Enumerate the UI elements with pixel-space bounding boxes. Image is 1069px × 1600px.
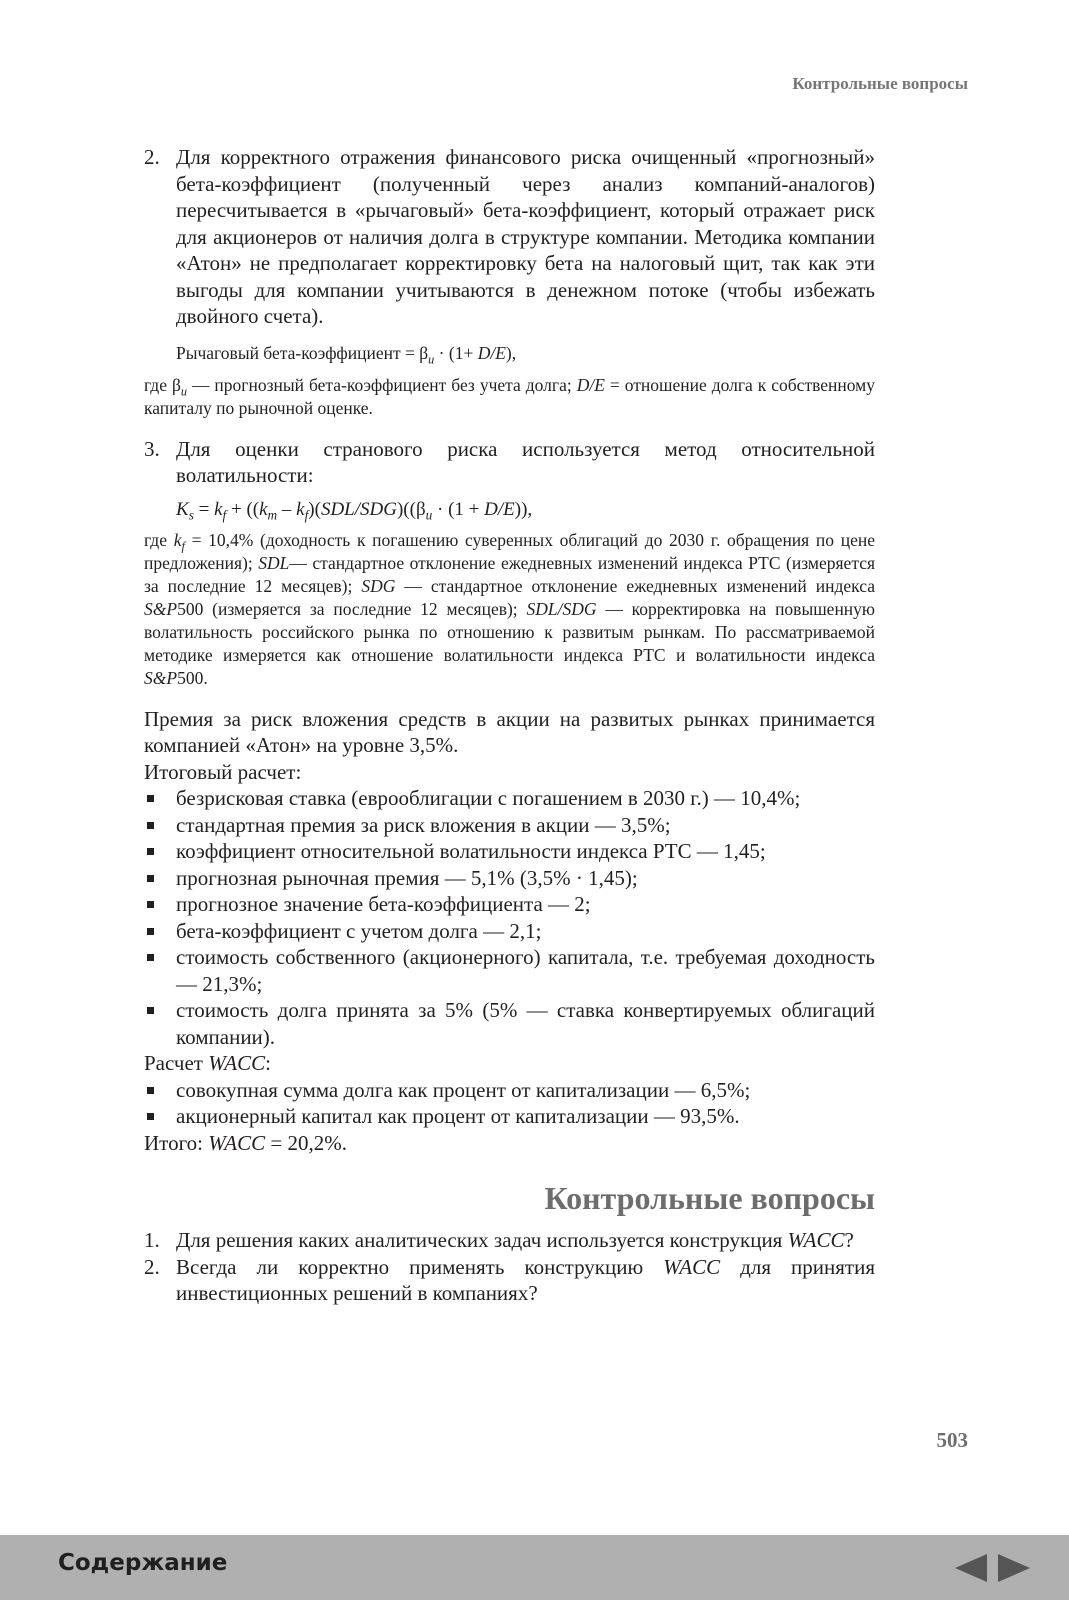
- n-t1: где: [144, 529, 174, 550]
- premium-paragraph: Премия за риск вложения средств в акции на развитых рынках принимается компанией «Атон» на уровне 3,5%.: [144, 706, 875, 757]
- list-item: коэффициент относительной волатильности индекса РТС — 1,45;: [144, 838, 875, 865]
- total-term: WACC: [208, 1130, 266, 1155]
- formula-cost-of-equity: [144, 498, 875, 521]
- n-sdg: SDG: [361, 575, 396, 596]
- list-item: стоимость долга принята за 5% (5% — ставка конвертируемых облигаций компании).: [144, 997, 875, 1050]
- triangle-right-icon: [996, 1553, 1032, 1583]
- total-suffix: = 20,2%.: [265, 1130, 347, 1155]
- formula-de: D/E: [477, 342, 506, 363]
- page-content: [144, 144, 875, 1307]
- numbered-item-2: [144, 144, 875, 330]
- wacc-total: [144, 1130, 875, 1157]
- n-t4: — стандартное отклонение ежедневных изменений индекса: [395, 575, 875, 596]
- item-number: 3.: [144, 436, 160, 461]
- table-of-contents-link[interactable]: Содержание: [58, 1550, 228, 1576]
- list-item: стандартная премия за риск вложения в акции — 3,5%;: [144, 812, 875, 839]
- formula-end: ),: [505, 342, 517, 363]
- previous-page-button[interactable]: [953, 1553, 989, 1588]
- formula-levered-beta: [144, 342, 875, 365]
- n-sdl: SDL: [258, 552, 290, 573]
- formula-sub: u: [428, 351, 435, 366]
- item-text: Для оценки странового риска используется метод относительной волатильности:: [176, 436, 875, 487]
- note-text: — прогнозный бета-коэффициент без учета долга;: [186, 374, 577, 395]
- triangle-left-icon: [953, 1553, 989, 1583]
- question-post: ?: [844, 1228, 854, 1252]
- wacc-title-suffix: :: [265, 1051, 271, 1075]
- list-item: акционерный капитал как процент от капитализации — 93,5%.: [144, 1103, 875, 1130]
- n-ratio: SDL/SDG: [526, 598, 597, 619]
- n-t3: — стандартное отклонение ежедневных изменений индекса РТС (измеряется за последние 12 месяцев);: [144, 552, 876, 596]
- running-head: Контрольные вопросы: [792, 74, 968, 93]
- list-item: совокупная сумма долга как процент от капитализации — 6,5%;: [144, 1077, 875, 1104]
- formula-lhs: Рычаговый бета-коэффициент = β: [176, 342, 429, 363]
- final-calc-list: [144, 785, 875, 1050]
- item-number: 2.: [144, 1254, 160, 1279]
- f-kf: k: [214, 498, 223, 520]
- f-ratio: SDL/SDG: [320, 498, 397, 520]
- f-part5: · (1 +: [432, 498, 485, 520]
- f-k: K: [176, 498, 189, 520]
- formula-cost-of-equity-note: [144, 529, 875, 690]
- f-de: D/E: [484, 498, 515, 520]
- footer-navigation-bar: [0, 1535, 1069, 1600]
- f-part1: + ((: [226, 498, 260, 520]
- list-item: бета-коэффициент с учетом долга — 2,1;: [144, 918, 875, 945]
- question-post: для принятия инвестиционных решений в компаниях?: [176, 1254, 875, 1305]
- f-kf2: k: [296, 498, 305, 520]
- f-part2: –: [277, 498, 297, 520]
- f-k-sub: s: [188, 507, 194, 523]
- f-part3: )(: [308, 498, 321, 520]
- question-text: Для решения каких аналитических задач используется конструкция: [176, 1228, 788, 1252]
- n-t7: 500.: [177, 667, 208, 688]
- n-t2: = 10,4% (доходность к погашению суверенных облигаций до 2030 г. обращения по цене предложения);: [144, 529, 875, 573]
- formula-levered-beta-note: [144, 374, 875, 420]
- f-kf-sub: f: [222, 507, 227, 523]
- n-kf-sub: f: [181, 538, 185, 553]
- list-item: стоимость собственного (акционерного) капитала, т.е. требуемая доходность — 21,3%;: [144, 944, 875, 997]
- question-term: WACC: [663, 1254, 721, 1279]
- page-number: 503: [936, 1428, 968, 1452]
- f-beta-sub: u: [425, 507, 433, 523]
- f-km: k: [259, 498, 268, 520]
- f-eq: =: [193, 498, 215, 520]
- n-t5: 500 (измеряется за последние 12 месяцев);: [177, 598, 527, 619]
- wacc-list: [144, 1077, 875, 1130]
- wacc-calc-title: [144, 1050, 875, 1077]
- f-part4: )((β: [396, 498, 426, 520]
- list-item: прогнозная рыночная премия — 5,1% (3,5% · 1,45);: [144, 865, 875, 892]
- f-km-sub: m: [267, 507, 278, 523]
- numbered-item-3: [144, 436, 875, 489]
- list-item: безрисковая ставка (еврооблигации с погашением в 2030 г.) — 10,4%;: [144, 785, 875, 812]
- note-sub: u: [180, 383, 187, 398]
- item-number: 1.: [144, 1228, 160, 1252]
- question-2: [144, 1254, 875, 1307]
- note-de: D/E: [576, 374, 605, 395]
- wacc-title-prefix: Расчет: [144, 1051, 209, 1075]
- total-prefix: Итого:: [144, 1130, 209, 1155]
- formula-mid: · (1+: [434, 342, 478, 363]
- section-heading: Контрольные вопросы: [544, 1180, 875, 1216]
- note-pre: где β: [144, 374, 181, 395]
- question-1: [144, 1227, 875, 1254]
- item-number: 2.: [144, 145, 160, 169]
- f-kf2-sub: f: [304, 507, 309, 523]
- note-text2: = отношение долга к собственному капиталу по рыночной оценке.: [144, 374, 875, 418]
- question-term: WACC: [787, 1228, 845, 1252]
- n-t6: — корректировка на повышенную волатильность российского рынка по отношению к развитым рынкам. По рассматриваемой методике измеряется как отношение волатильности индекса РТС и волатильности индекса: [144, 598, 875, 665]
- f-part6: )),: [514, 498, 533, 520]
- final-calc-title: Итоговый расчет:: [144, 759, 302, 784]
- next-page-button[interactable]: [996, 1553, 1032, 1588]
- n-kf: k: [173, 529, 182, 550]
- question-text: Всегда ли корректно применять конструкцию: [176, 1254, 664, 1279]
- n-sp2: S&P: [144, 667, 178, 688]
- wacc-title-term: WACC: [208, 1051, 266, 1075]
- item-text: Для корректного отражения финансового риска очищенный «прогнозный» бета-коэффициент (полученный через анализ компаний-аналогов) пересчитывается в «рычаговый» бета-коэффициент, который отражает риск для акционеров от наличия долга в структуре компании. Методика компании «Атон» не предполагает корректировку бета на налоговый щит, так как эти выгоды для компании учитываются в денежном потоке (чтобы избежать двойного счета).: [176, 145, 875, 328]
- list-item: прогнозное значение бета-коэффициента — 2;: [144, 891, 875, 918]
- n-sp1: S&P: [144, 598, 178, 619]
